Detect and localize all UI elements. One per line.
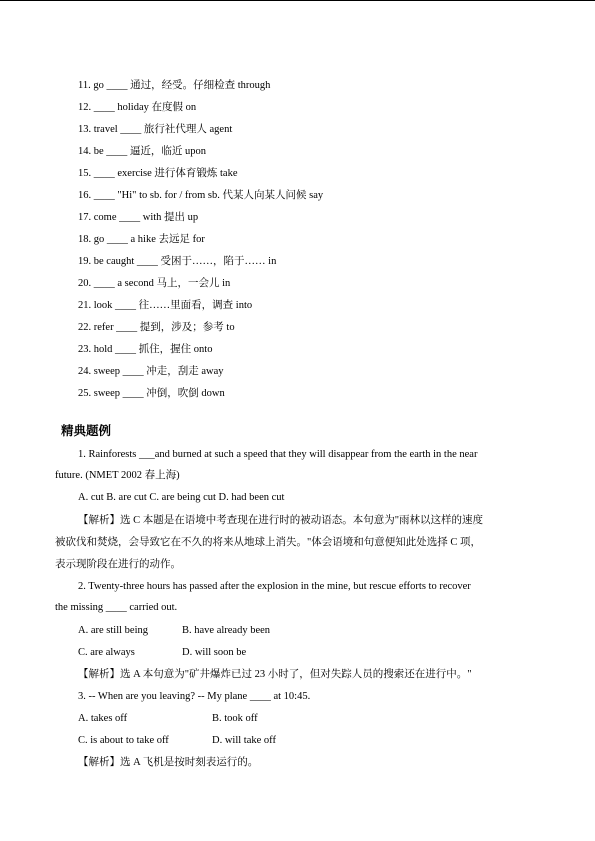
phrase-item: 12. ____ holiday 在度假 on [78,102,197,113]
question-text: 2. Twenty-three hours has passed after the explosion in the mine, but rescue efforts to recover [78,581,471,592]
explanation: 【解析】选 A 本句意为"矿井爆炸已过 23 小时了，但对失踪人员的搜索还在进行中。" [78,669,472,680]
phrase-item: 23. hold ____ 抓住，握住 onto [78,344,213,355]
phrase-item: 13. travel ____ 旅行社代理人 agent [78,124,233,135]
explanation: 【解析】选 A 飞机是按时刻表运行的。 [78,757,259,768]
phrase-item: 15. ____ exercise 进行体育锻炼 take [78,168,238,179]
option-c: C. are always [78,647,135,658]
question-text: 1. Rainforests ___and burned at such a speed that they will disappear from the earth in the near [78,449,478,460]
explanation: 【解析】选 C 本题是在语境中考查现在进行时的被动语态。本句意为"雨林以这样的速度 [78,515,484,526]
option-b: B. took off [212,713,258,724]
phrase-item: 24. sweep ____ 冲走，刮走 away [78,366,224,377]
phrase-item: 16. ____ "Hi" to sb. for / from sb. 代某人向某人问候 say [78,190,324,201]
question-text: future. (NMET 2002 春上海) [55,470,180,481]
explanation: 表示现阶段在进行的动作。 [55,559,181,570]
option-a: A. are still being [78,625,148,636]
question-text: 3. -- When are you leaving? -- My plane ____ at 10:45. [78,691,311,702]
explanation: 被砍伐和焚烧，会导致它在不久的将来从地球上消失。"体会语境和句意便知此处选择 C 项， [55,537,482,548]
phrase-item: 20. ____ a second 马上，一会儿 in [78,278,231,289]
section-title: 精典题例 [61,423,112,438]
question-text: the missing ____ carried out. [55,602,178,613]
phrase-item: 25. sweep ____ 冲倒，吹倒 down [78,388,225,399]
phrase-item: 19. be caught ____ 受困于……，陷于…… in [78,256,277,267]
phrase-item: 22. refer ____ 提到，涉及；参考 to [78,322,235,333]
phrase-item: 21. look ____ 往……里面看，调查 into [78,300,253,311]
option-b: B. have already been [182,625,271,636]
phrase-item: 14. be ____ 逼近，临近 upon [78,146,207,157]
option-c: C. is about to take off [78,735,169,746]
option-d: D. will take off [212,735,276,746]
phrase-item: 18. go ____ a hike 去远足 for [78,234,205,245]
option-d: D. will soon be [182,647,247,658]
page-top-border [0,0,595,1]
question-options: A. cut B. are cut C. are being cut D. had been cut [78,492,285,503]
phrase-item: 11. go ____ 通过，经受。仔细检查 through [78,80,271,91]
phrase-item: 17. come ____ with 提出 up [78,212,199,223]
option-a: A. takes off [78,713,128,724]
